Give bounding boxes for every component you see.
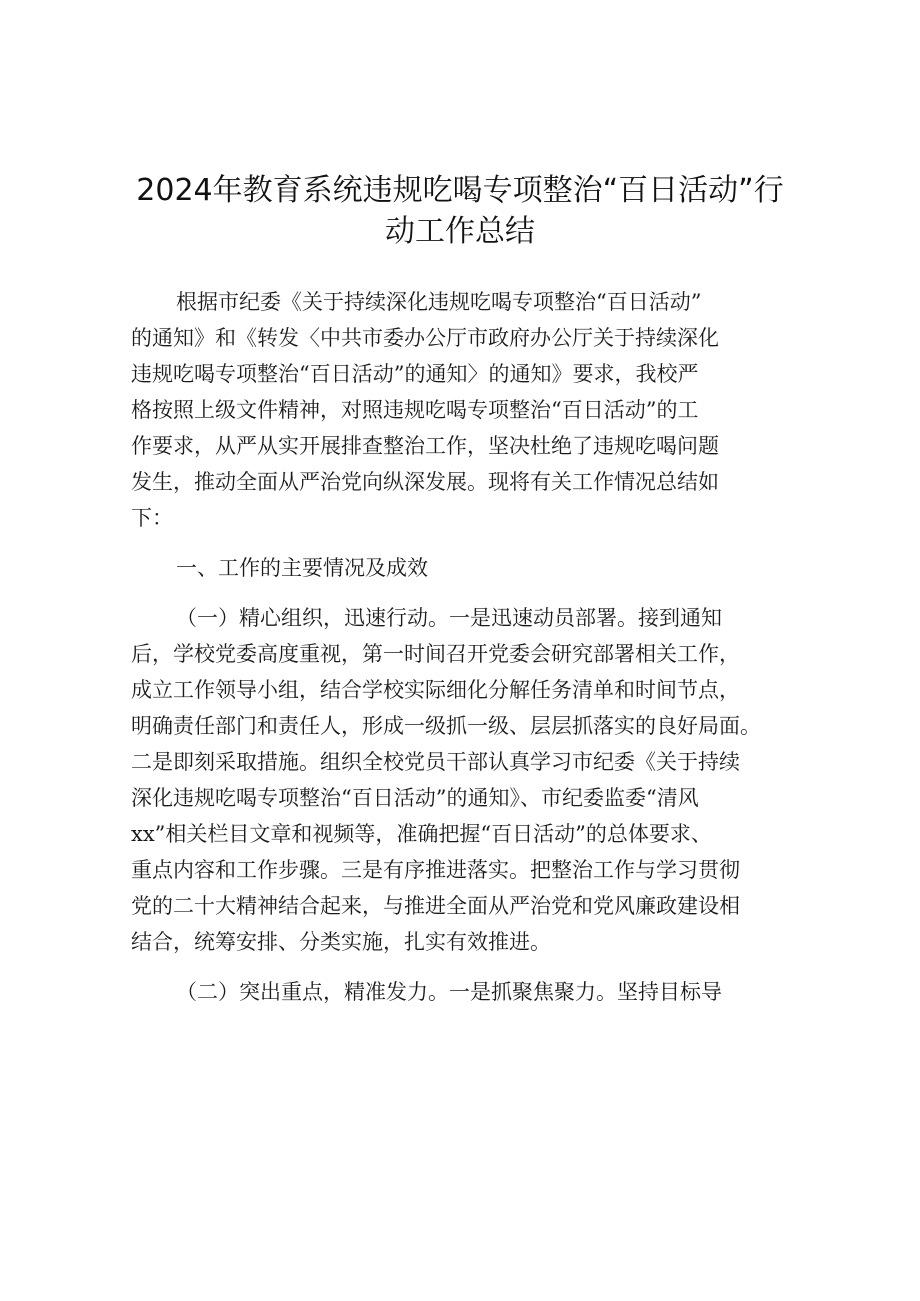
text-line: 作要求，从严从实开展排查整治工作，坚决杜绝了违规吃喝问题 xyxy=(131,434,719,458)
text-line: 明确责任部门和责任人，形成一级抓一级、层层抓落实的良好局面。 xyxy=(131,714,761,738)
section-heading xyxy=(131,550,791,586)
text-line: 重点内容和工作步骤。三是有序推进落实。把整治工作与学习贯彻 xyxy=(131,858,740,882)
text-line: 违规吃喝专项整治“百日活动”的通知〉的通知》要求，我校严 xyxy=(131,362,699,386)
text-line: 发生，推动全面从严治党向纵深发展。现将有关工作情况总结如 xyxy=(131,470,719,494)
text-line: 下： xyxy=(131,506,173,530)
section-heading-text: 一、工作的主要情况及成效 xyxy=(176,556,428,580)
text-line: 二是即刻采取措施。组织全校党员干部认真学习市纪委《关于持续 xyxy=(131,750,740,774)
intro-paragraph xyxy=(131,284,791,536)
section-paragraph xyxy=(131,600,791,960)
text-line: 根据市纪委《关于持续深化违规吃喝专项整治“百日活动” xyxy=(176,290,702,314)
document-body xyxy=(131,284,791,1010)
text-line: 成立工作领导小组，结合学校实际细化分解任务清单和时间节点， xyxy=(131,678,740,702)
text-line: （一）精心组织，迅速行动。一是迅速动员部署。接到通知 xyxy=(176,606,722,630)
text-line: 的通知》和《转发〈中共市委办公厅市政府办公厅关于持续深化 xyxy=(131,326,719,350)
title-line: 2024年教育系统违规吃喝专项整治“百日活动”行 xyxy=(136,173,784,208)
text-line: 深化违规吃喝专项整治“百日活动”的通知》、市纪委监委“清风 xyxy=(131,786,699,810)
text-line: （二）突出重点，精准发力。一是抓聚焦聚力。坚持目标导 xyxy=(176,980,722,1004)
text-line: 结合，统筹安排、分类实施，扎实有效推进。 xyxy=(131,930,551,954)
text-line: 后，学校党委高度重视，第一时间召开党委会研究部署相关工作， xyxy=(131,642,740,666)
text-line: xx”相关栏目文章和视频等，准确把握“百日活动”的总体要求、 xyxy=(131,822,712,846)
section-paragraph xyxy=(131,974,791,1010)
text-line: 格按照上级文件精神，对照违规吃喝专项整治“百日活动”的工 xyxy=(131,398,699,422)
text-line: 党的二十大精神结合起来，与推进全面从严治党和党风廉政建设相 xyxy=(131,894,740,918)
document-title xyxy=(100,170,820,252)
title-line: 动工作总结 xyxy=(385,214,535,249)
